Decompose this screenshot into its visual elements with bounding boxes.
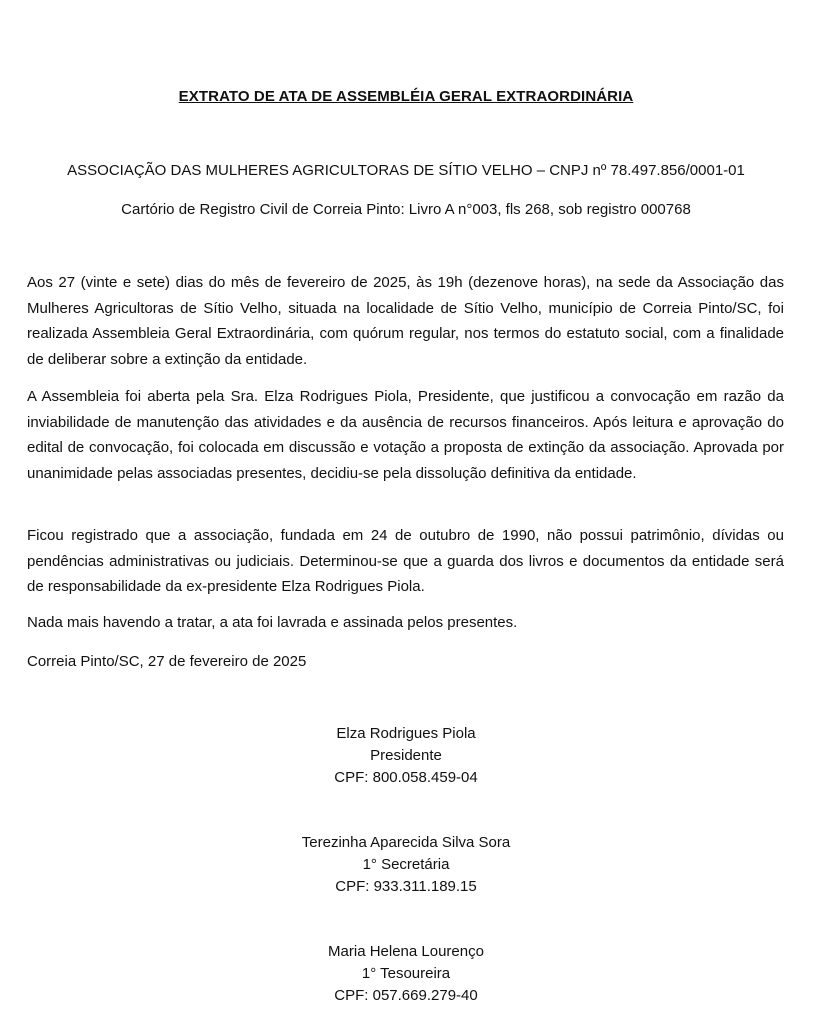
signature-block-treasurer bbox=[0, 941, 812, 1007]
signatory-name: Terezinha Aparecida Silva Sora bbox=[301, 834, 511, 851]
signatory-name: Maria Helena Lourenço bbox=[328, 943, 484, 960]
signatory-role: 1° Tesoureira bbox=[361, 965, 451, 982]
signature-block-president bbox=[0, 723, 812, 789]
paragraph-registration: Ficou registrado que a associação, fundada em 24 de outubro de 1990, não possui patrimônio, dívidas ou pendências administrativas ou judiciais. Determinou-se que a guarda dos livros e documentos da entidade será de responsabilidade da ex-presidente Elza Rodrigues Piola. bbox=[27, 527, 784, 595]
place-date-line: Correia Pinto/SC, 27 de fevereiro de 2025 bbox=[27, 653, 307, 670]
signatory-role: Presidente bbox=[370, 747, 442, 764]
signatory-name: Elza Rodrigues Piola bbox=[336, 725, 476, 742]
registry-line: Cartório de Registro Civil de Correia Pinto: Livro A n°003, fls 268, sob registro 000768 bbox=[121, 201, 691, 218]
paragraph-opening: Aos 27 (vinte e sete) dias do mês de fevereiro de 2025, às 19h (dezenove horas), na sede da Associação das Mulheres Agricultoras de Sítio Velho, situada na localidade de Sítio Velho, município de Correia Pinto/SC, foi realizada Assembleia Geral Extraordinária, com quórum regular, nos termos do estatuto social, com a finalidade de deliberar sobre a extinção da entidade. bbox=[27, 274, 784, 368]
signature-block-secretary bbox=[0, 832, 812, 898]
signatory-role: 1° Secretária bbox=[362, 856, 450, 873]
paragraph-closing: Nada mais havendo a tratar, a ata foi lavrada e assinada pelos presentes. bbox=[27, 614, 518, 631]
organization-line: ASSOCIAÇÃO DAS MULHERES AGRICULTORAS DE SÍTIO VELHO – CNPJ nº 78.497.856/0001-01 bbox=[67, 162, 745, 179]
signatory-cpf: CPF: 800.058.459-04 bbox=[334, 769, 478, 786]
signatory-cpf: CPF: 933.311.189.15 bbox=[335, 878, 477, 895]
signatory-cpf: CPF: 057.669.279-40 bbox=[334, 987, 478, 1004]
document-title: EXTRATO DE ATA DE ASSEMBLÉIA GERAL EXTRAORDINÁRIA bbox=[178, 88, 634, 105]
paragraph-deliberation: A Assembleia foi aberta pela Sra. Elza Rodrigues Piola, Presidente, que justificou a convocação em razão da inviabilidade de manutenção das atividades e da ausência de recursos financeiros. Após leitura e aprovação do edital de convocação, foi colocada em discussão e votação a proposta de extinção da associação. Aprovada por unanimidade pelas associadas presentes, decidiu-se pela dissolução definitiva da entidade. bbox=[27, 388, 784, 482]
